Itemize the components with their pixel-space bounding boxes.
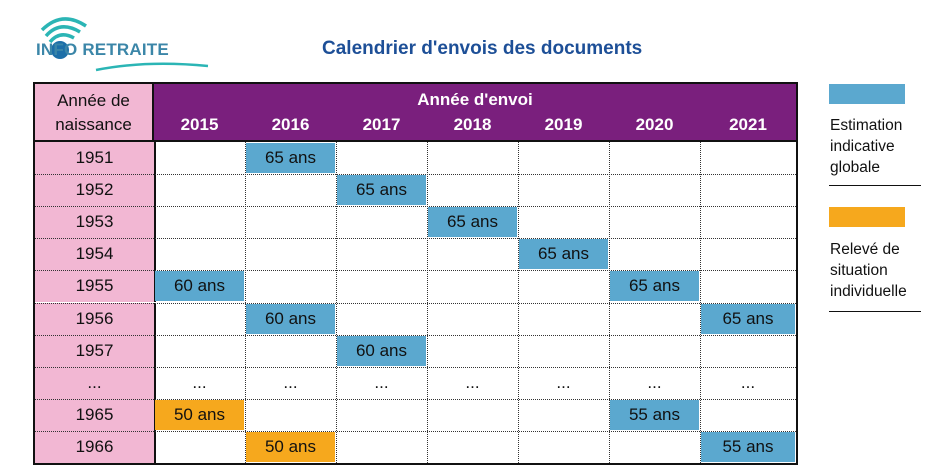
row-divider <box>35 303 796 304</box>
legend-text-releve: Relevé de situation individuelle <box>830 241 907 300</box>
releve-cell: 50 ans <box>155 400 244 430</box>
birth-year-cell: 1957 <box>35 335 156 367</box>
estimation-cell: 65 ans <box>519 239 608 269</box>
birth-header-line1: Année de <box>57 91 130 110</box>
ellipsis-cell: ... <box>740 372 756 392</box>
row-divider <box>35 270 796 271</box>
birth-year-cell: 1953 <box>35 206 156 238</box>
estimation-cell: 65 ans <box>337 175 426 205</box>
estimation-cell: 55 ans <box>701 432 795 462</box>
calendar-table <box>33 82 798 465</box>
logo-text: INFO RETRAITE <box>36 40 169 59</box>
column-divider <box>245 142 246 463</box>
row-divider <box>35 206 796 207</box>
send-year-title: Année d'envoi <box>417 90 533 109</box>
estimation-cell: 65 ans <box>246 143 335 173</box>
legend-swatch-releve <box>829 207 905 227</box>
birth-header-line2: naissance <box>55 115 132 134</box>
row-divider <box>35 335 796 336</box>
ellipsis-cell: ... <box>556 372 571 392</box>
ellipsis-cell: ... <box>465 372 480 392</box>
page-title: Calendrier d'envois des documents <box>322 38 643 59</box>
column-divider <box>427 142 428 463</box>
row-divider <box>35 174 796 175</box>
estimation-cell: 60 ans <box>337 336 426 366</box>
estimation-cell: 65 ans <box>701 304 795 334</box>
year-header-2020: 2020 <box>635 115 674 134</box>
year-header-2019: 2019 <box>544 115 583 134</box>
row-divider <box>35 399 796 400</box>
column-divider <box>700 142 701 463</box>
birth-year-header <box>35 84 154 142</box>
legend-divider-2 <box>829 311 921 312</box>
birth-year-cell: 1951 <box>35 142 156 174</box>
birth-year-cell: ... <box>35 367 156 399</box>
legend-text-estimation: Estimation indicative globale <box>830 117 903 176</box>
ellipsis-cell: ... <box>192 372 207 392</box>
estimation-cell: 65 ans <box>610 271 699 301</box>
year-header-2017: 2017 <box>362 115 401 134</box>
estimation-cell: 60 ans <box>246 304 335 334</box>
row-divider <box>35 238 796 239</box>
birth-year-cell: 1955 <box>35 270 156 302</box>
estimation-cell: 65 ans <box>428 207 517 237</box>
birth-year-cell: 1954 <box>35 238 156 270</box>
birth-year-cell: 1966 <box>35 431 156 463</box>
column-divider <box>609 142 610 463</box>
column-divider <box>336 142 337 463</box>
releve-cell: 50 ans <box>246 432 335 462</box>
ellipsis-cell: ... <box>283 372 298 392</box>
year-header-2015: 2015 <box>180 115 219 134</box>
row-divider <box>35 367 796 368</box>
legend-divider-1 <box>829 185 921 186</box>
estimation-cell: 60 ans <box>155 271 244 301</box>
birth-year-cell: 1965 <box>35 399 156 431</box>
year-header-2021: 2021 <box>729 115 767 134</box>
column-divider <box>518 142 519 463</box>
ellipsis-cell: ... <box>374 372 389 392</box>
legend-swatch-estimation <box>829 84 905 104</box>
birth-year-cell: 1956 <box>35 303 156 335</box>
send-year-header <box>154 84 796 142</box>
ellipsis-cell: ... <box>647 372 662 392</box>
birth-year-cell: 1952 <box>35 174 156 206</box>
year-header-2018: 2018 <box>453 115 492 134</box>
estimation-cell: 55 ans <box>610 400 699 430</box>
row-divider <box>35 431 796 432</box>
year-header-2016: 2016 <box>271 115 310 134</box>
